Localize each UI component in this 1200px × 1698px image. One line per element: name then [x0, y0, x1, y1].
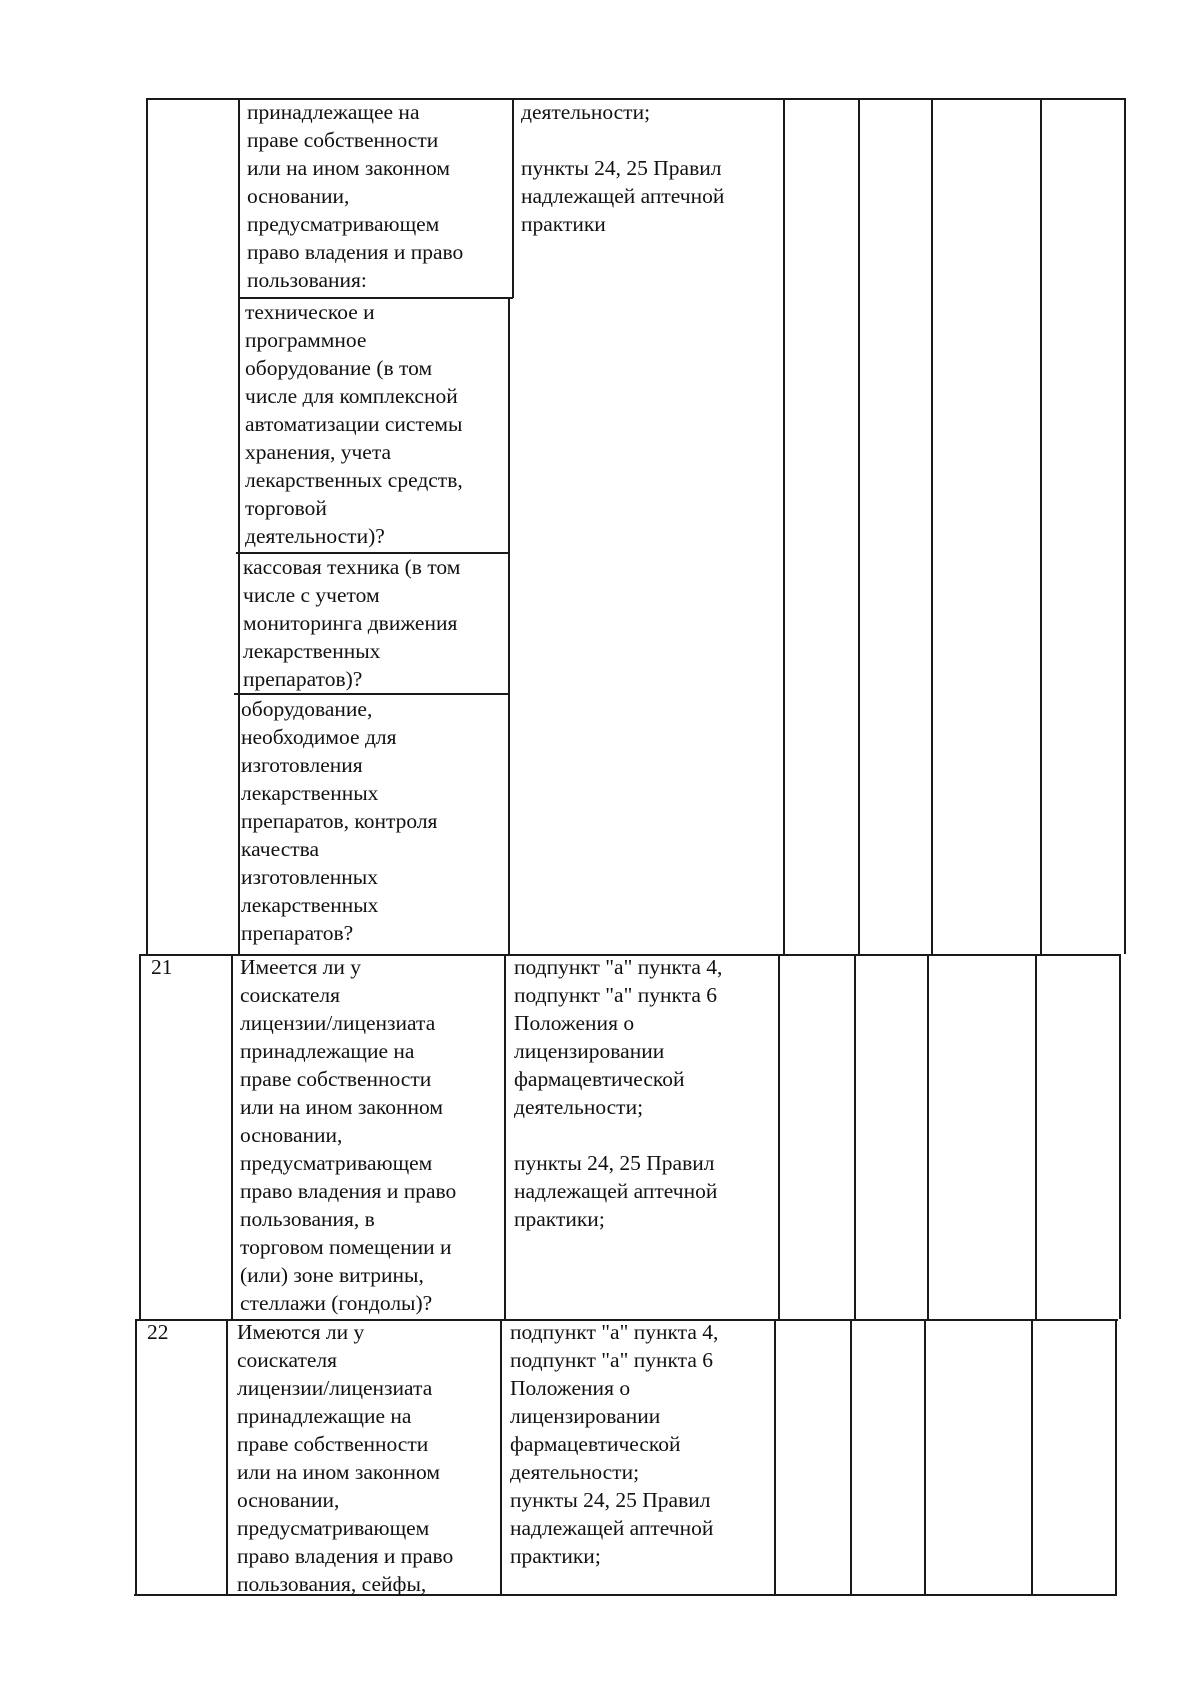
question-block-2: техническое и программное оборудование (в том числе для комплексной автоматизации системы хранения, учета лекарственных средств, торговой деятельности)?: [245, 300, 463, 548]
col-border-6c: [924, 1319, 926, 1596]
question-block-3: кассовая техника (в том числе с учетом мониторинга движения лекарственных препаратов)?: [243, 555, 461, 691]
col-border-4b: [778, 954, 780, 1319]
col-border-2: [238, 98, 240, 954]
col-border-1c: [135, 1319, 137, 1596]
col-border-5: [858, 98, 860, 954]
reference-text-row-20: деятельности; пункты 24, 25 Правил надлежащей аптечной практики: [521, 100, 725, 236]
reference-text-row-22: подпункт "а" пункта 4, подпункт "а" пункта 6 Положения о лицензировании фармацевтической деятельности; пункты 24, 25 Правил надлежащей аптечной практики;: [510, 1320, 719, 1568]
col-border-4c: [774, 1319, 776, 1596]
col-border-7b: [1035, 954, 1037, 1319]
col-border-8b: [1119, 954, 1121, 1319]
col-border-4: [783, 98, 785, 954]
question-block-1: принадлежащее на праве собственности или на ином законном основании, предусматривающем право владения и право пользования:: [247, 100, 464, 292]
col-border-7: [1040, 98, 1042, 954]
col-border-2c: [226, 1319, 228, 1596]
col-border-3c: [500, 1319, 502, 1596]
col-border-8: [1124, 98, 1126, 954]
question-text-row-22: Имеются ли у соискателя лицензии/лицензиата принадлежащие на праве собственности или на ином законном основании, предусматривающем право владения и право пользования, сейфы,: [237, 1320, 454, 1596]
col-border-8c: [1115, 1319, 1117, 1596]
col-border-3: [512, 98, 514, 298]
col-border-5c: [850, 1319, 852, 1596]
col-border-6: [931, 98, 933, 954]
row-number-22: 22: [147, 1320, 169, 1344]
reference-text-row-21: подпункт "а" пункта 4, подпункт "а" пункта 6 Положения о лицензировании фармацевтической деятельности; пункты 24, 25 Правил надлежащей аптечной практики;: [514, 955, 723, 1231]
col-border-3a: [508, 297, 510, 954]
question-text-row-21: Имеется ли у соискателя лицензии/лицензиата принадлежащие на праве собственности или на ином законном основании, предусматривающем право владения и право пользования, в торговом помещении и (или) зоне витрины, стеллажи (гондолы)?: [240, 955, 457, 1315]
col-border-3b: [504, 954, 506, 1319]
row-number-21: 21: [151, 955, 173, 979]
question-block-4: оборудование, необходимое для изготовления лекарственных препаратов, контроля качества изготовленных лекарственных препаратов?: [241, 697, 438, 945]
col-border-1b: [139, 954, 141, 1319]
col-border-2b: [231, 954, 233, 1319]
col-border-1: [146, 98, 148, 954]
col-border-7c: [1031, 1319, 1033, 1596]
col-border-5b: [854, 954, 856, 1319]
col-border-6b: [927, 954, 929, 1319]
